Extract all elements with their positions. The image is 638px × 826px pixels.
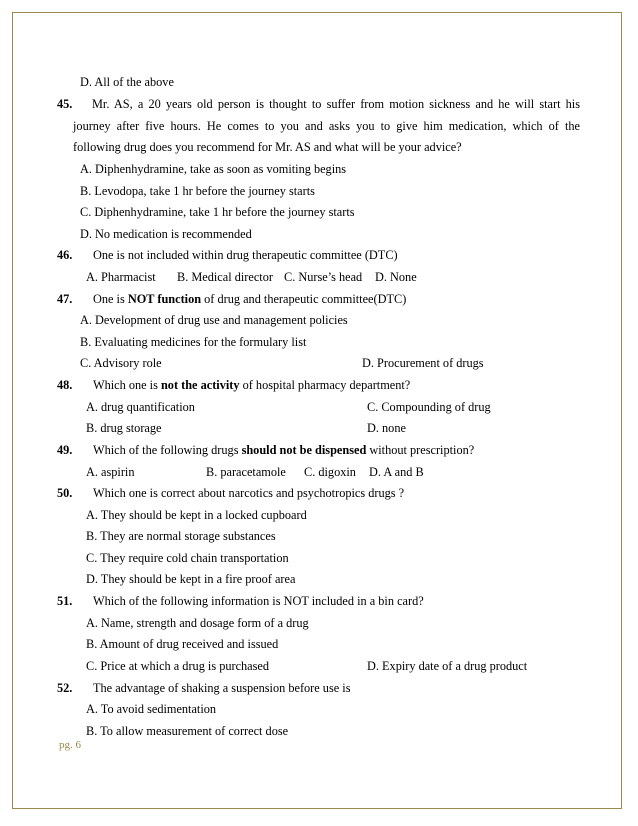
q45-option-d: D. No medication is recommended bbox=[80, 227, 252, 241]
q48-text: Which one is not the activity of hospital pharmacy department? bbox=[93, 378, 411, 392]
q46-text: One is not included within drug therapeutic committee (DTC) bbox=[93, 248, 398, 262]
q52-text: The advantage of shaking a suspension before use is bbox=[93, 681, 351, 695]
q47-option-c: C. Advisory role bbox=[80, 356, 162, 370]
q49-option-a: A. aspirin bbox=[86, 465, 135, 479]
q47-option-d: D. Procurement of drugs bbox=[362, 356, 484, 370]
q47-option-a: A. Development of drug use and management policies bbox=[80, 313, 348, 327]
q45-option-b: B. Levodopa, take 1 hr before the journey starts bbox=[80, 184, 315, 198]
q47-text: One is NOT function of drug and therapeutic committee(DTC) bbox=[93, 292, 407, 306]
q49-option-b: B. paracetamole bbox=[206, 465, 286, 479]
q49-option-c: C. digoxin bbox=[304, 465, 356, 479]
q51-option-b: B. Amount of drug received and issued bbox=[86, 637, 279, 651]
q47-option-b: B. Evaluating medicines for the formulary list bbox=[80, 335, 307, 349]
q50-option-d: D. They should be kept in a fire proof area bbox=[86, 572, 296, 586]
q49-text: Which of the following drugs should not be dispensed without prescription? bbox=[93, 443, 475, 457]
q49-number: 49. bbox=[57, 443, 73, 457]
q52-option-b: B. To allow measurement of correct dose bbox=[86, 724, 289, 738]
q50-option-b: B. They are normal storage substances bbox=[86, 529, 276, 543]
q45-text-line1: Mr. AS, a 20 years old person is thought to suffer from motion sickness and he will start his bbox=[92, 97, 580, 111]
q48-option-b: B. drug storage bbox=[86, 421, 162, 435]
q50-number: 50. bbox=[57, 486, 73, 500]
q46-option-d: D. None bbox=[375, 270, 417, 284]
q51-option-d: D. Expiry date of a drug product bbox=[367, 659, 528, 673]
q44-option-d: D. All of the above bbox=[80, 75, 174, 89]
q48-option-c: C. Compounding of drug bbox=[367, 400, 491, 414]
q47-number: 47. bbox=[57, 292, 73, 306]
q48-option-a: A. drug quantification bbox=[86, 400, 195, 414]
page-number: pg. 6 bbox=[59, 739, 81, 751]
q46-option-c: C. Nurse’s head bbox=[284, 270, 363, 284]
q51-text: Which of the following information is NOT included in a bin card? bbox=[93, 594, 424, 608]
q45-option-a: A. Diphenhydramine, take as soon as vomiting begins bbox=[80, 162, 347, 176]
q51-option-c: C. Price at which a drug is purchased bbox=[86, 659, 270, 673]
q52-option-a: A. To avoid sedimentation bbox=[86, 702, 217, 716]
q48-number: 48. bbox=[57, 378, 73, 392]
q49-option-d: D. A and B bbox=[369, 465, 424, 479]
q45-text-line3: following drug does you recommend for Mr. AS and what will be your advice? bbox=[73, 140, 462, 154]
q48-option-d: D. none bbox=[367, 421, 406, 435]
q51-option-a: A. Name, strength and dosage form of a drug bbox=[86, 616, 309, 630]
q45-text-line2: journey after five hours. He comes to you and asks you to give him medication, which of the bbox=[73, 119, 580, 133]
q50-option-a: A. They should be kept in a locked cupboard bbox=[86, 508, 307, 522]
q52-number: 52. bbox=[57, 681, 73, 695]
q45-number: 45. bbox=[57, 97, 73, 111]
q51-number: 51. bbox=[57, 594, 73, 608]
q46-option-a: A. Pharmacist bbox=[86, 270, 156, 284]
q46-number: 46. bbox=[57, 248, 73, 262]
q46-option-b: B. Medical director bbox=[177, 270, 273, 284]
q45-option-c: C. Diphenhydramine, take 1 hr before the journey starts bbox=[80, 205, 355, 219]
q50-option-c: C. They require cold chain transportation bbox=[86, 551, 289, 565]
q50-text: Which one is correct about narcotics and psychotropics drugs ? bbox=[93, 486, 405, 500]
